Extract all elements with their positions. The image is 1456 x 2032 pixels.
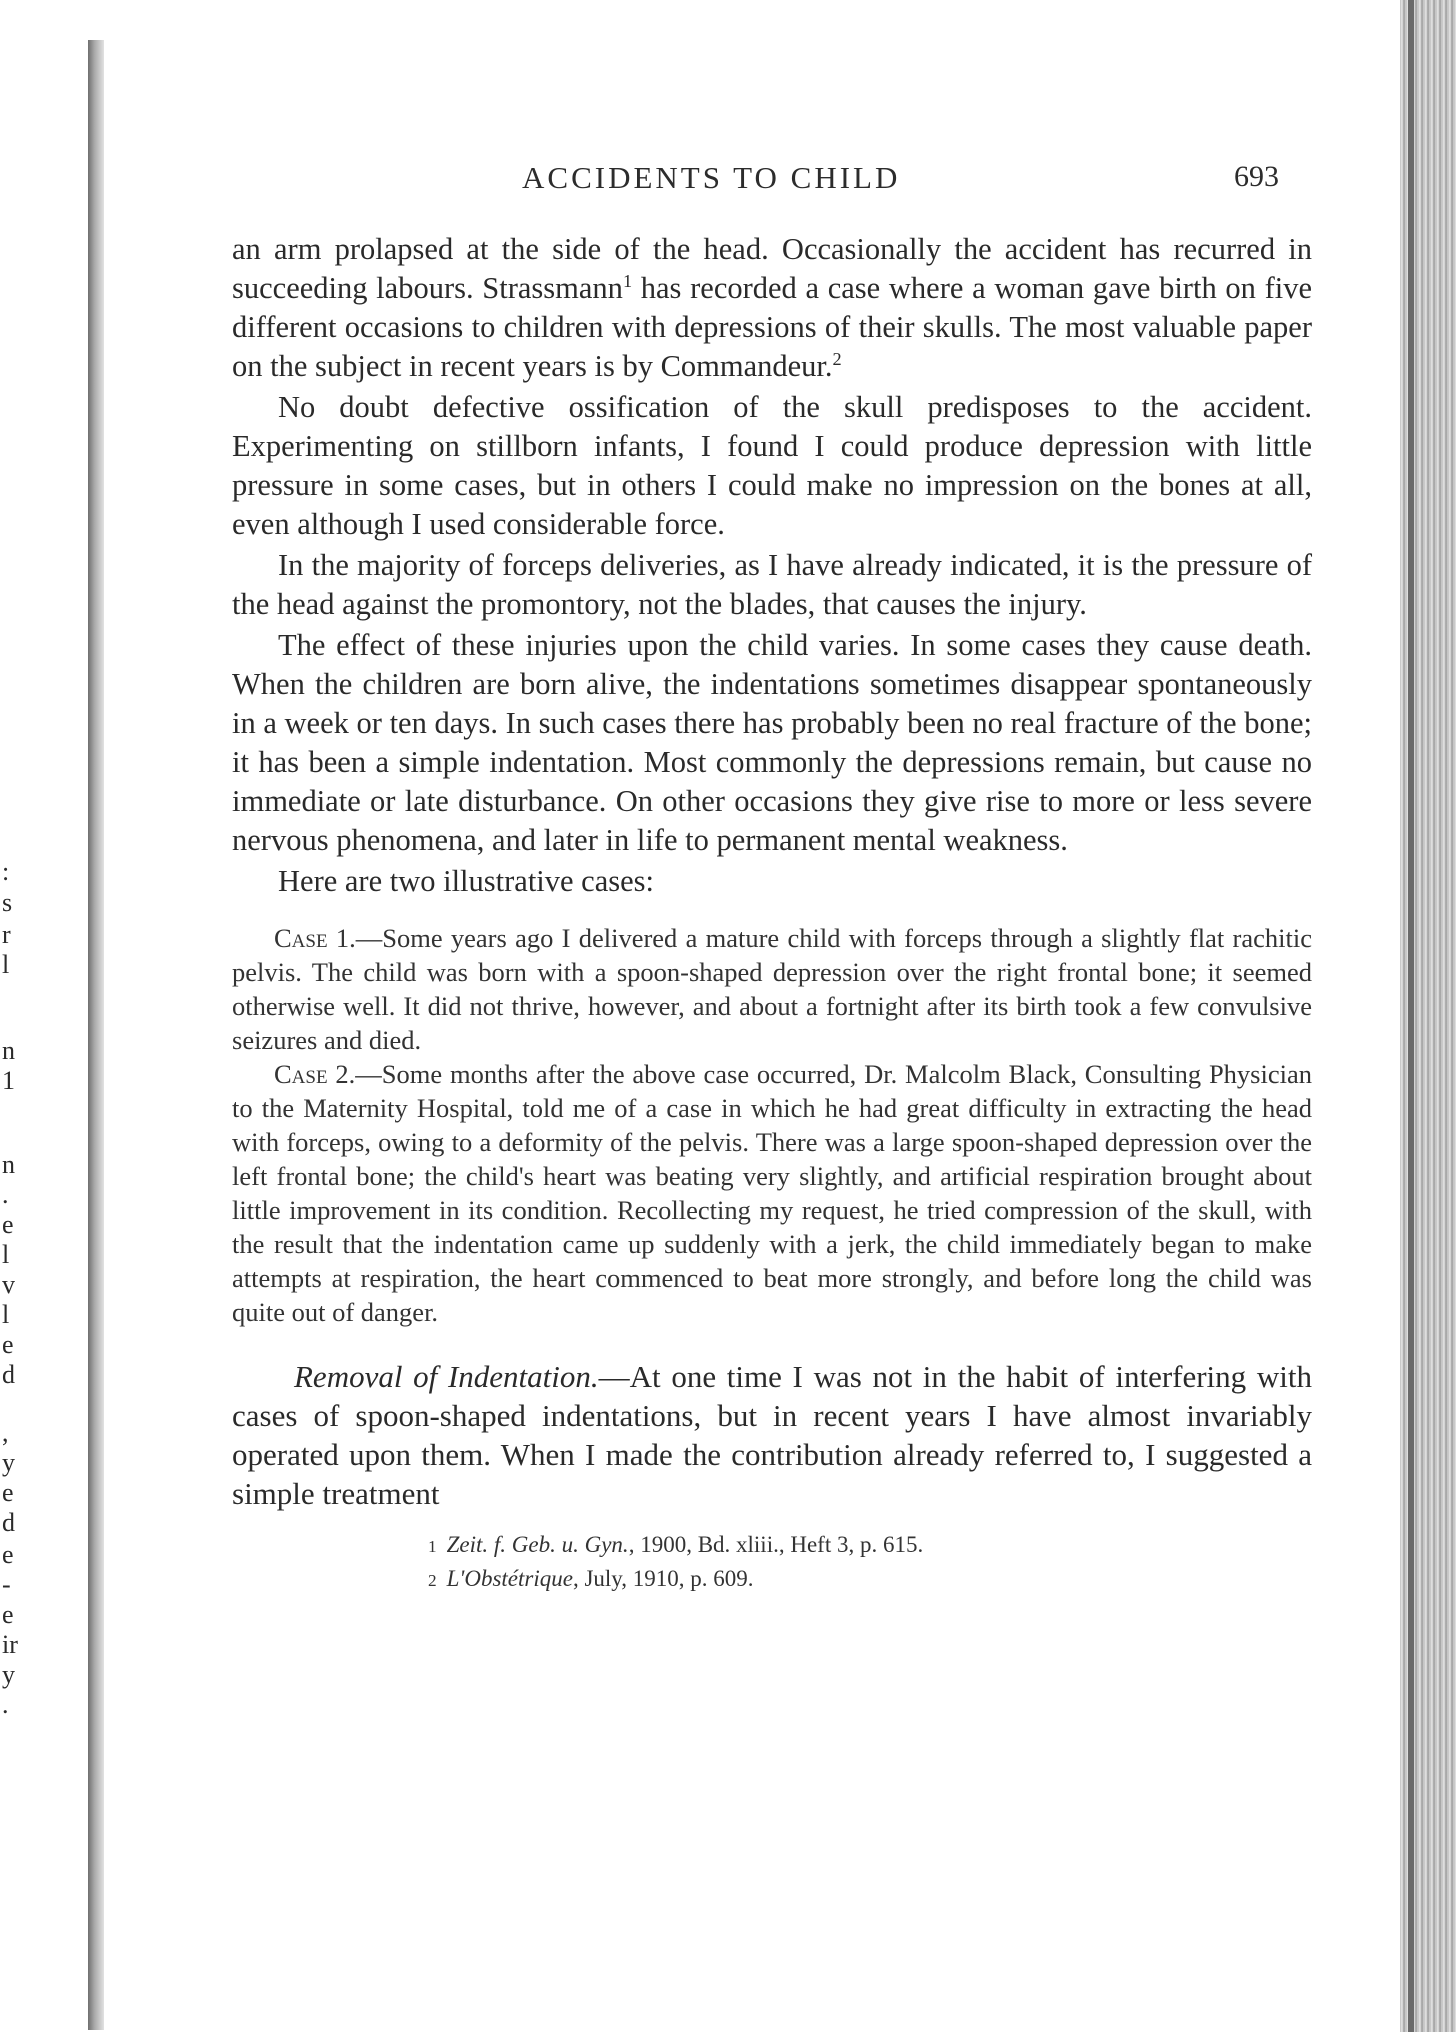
fragment: . [2, 1690, 9, 1719]
running-title: ACCIDENTS TO CHILD [522, 160, 901, 195]
paragraph-3: In the majority of forceps deliveries, as I have already indicated, it is the pressure of the head against the promontory, not the blades, that causes the injury. [232, 548, 1312, 621]
fragment: e [2, 1330, 14, 1359]
book-gutter-shadow [88, 40, 104, 2030]
facing-page-text-fragments [0, 0, 20, 2032]
paragraph-1-text-b: has recorded a case where a woman gave birth on five different occasions to children with depressions of their skulls. The most valuable paper on the subject in recent years is by Commandeur. [232, 271, 1313, 383]
page-header [104, 160, 1404, 200]
facing-page-edge [0, 0, 92, 2032]
fragment: : [2, 857, 10, 886]
case-1-text: —Some years ago I delivered a mature child with forceps through a slightly flat rachitic pelvis. The child was born with a spoon-shaped depression over the right frontal bone; it seemed otherwise well. It did not thrive, however, and about a fortnight after its birth took a few convulsive seizures and died. [232, 923, 1312, 1055]
fragment: s [2, 888, 13, 917]
footnote-ref-2: 2 [832, 348, 842, 369]
book-edge-shadow [1408, 0, 1414, 2032]
paragraph-4: The effect of these injuries upon the child varies. In some cases they cause death. When the children are born alive, the indentations sometimes disappear spontaneously in a week or ten days. In such cases there has probably been no real fracture of the bone; it has been a simple indentation. Most commonly the depressions remain, but cause no immediate or late disturbance. On other occasions they give rise to more or less severe nervous phenomena, and later in life to permanent mental weakness. [232, 628, 1312, 857]
fragment: e [2, 1210, 14, 1239]
fragment: , [2, 1418, 9, 1447]
case-1-label: Case 1. [274, 923, 356, 953]
fragment: - [2, 1570, 11, 1599]
removal-text: —At one time I was not in the habit of interfering with cases of spoon-shaped indentations, but in recent years I have almost invariably operated upon them. When I made the contribution already referred to, I suggested a simple treatment [232, 1359, 1312, 1511]
fragment: e [2, 1600, 14, 1629]
fragment: y [2, 1660, 15, 1689]
page-body [232, 230, 1312, 1597]
footnote-ref-1: 1 [622, 270, 633, 291]
footnote-1 [428, 1529, 1312, 1563]
removal-heading: Removal of Indentation. [294, 1359, 599, 1394]
footnote-2-mark: 2 [428, 1571, 437, 1590]
fragment: n [2, 1036, 15, 1065]
fragment: . [2, 1180, 9, 1209]
fragment: y [2, 1448, 15, 1477]
footnote-1-mark: 1 [428, 1537, 437, 1556]
paragraph-1-text-a: an arm prolapsed at the side of the head. Occasionally the accident has recurred in succeeding labours. Strassmann [232, 232, 1312, 305]
footnote-1-source: Zeit. f. Geb. u. Gyn. [446, 1532, 629, 1557]
fragment: r [2, 920, 11, 949]
footnotes [428, 1529, 1312, 1597]
fragment: l [2, 950, 10, 979]
fragment: v [2, 1270, 15, 1299]
paragraph-5: Here are two illustrative cases: [278, 864, 655, 898]
footnote-2-source: L'Obstétrique [446, 1566, 573, 1591]
fragment: n [2, 1150, 15, 1179]
footnote-2-rest: , July, 1910, p. 609. [572, 1566, 754, 1591]
case-2-text: —Some months after the above case occurred, Dr. Malcolm Black, Consulting Physician to the Maternity Hospital, told me of a case in which he had great difficulty in extracting the head with forceps, owing to a deformity of the pelvis. There was a large spoon-shaped depression over the left frontal bone; the child's heart was beating very slightly, and artificial respiration brought about little improvement in its condition. Recollecting my request, he tried compression of the skull, with the result that the indentation came up suddenly with a jerk, the child immediately began to make attempts at respiration, the heart commenced to beat more strongly, and before long the child was quite out of danger. [232, 1059, 1312, 1327]
fragment: e [2, 1540, 14, 1569]
fragment: d [2, 1360, 15, 1389]
case-block [232, 921, 1312, 1329]
page-number: 693 [1234, 160, 1279, 193]
case-1 [232, 921, 1312, 1057]
fragment: ir [2, 1630, 18, 1659]
footnote-1-rest: , 1900, Bd. xliii., Heft 3, p. 615. [628, 1532, 924, 1557]
paragraph-1 [232, 230, 1312, 386]
case-2 [232, 1057, 1312, 1329]
case-2-label: Case 2. [274, 1059, 356, 1089]
fragment: e [2, 1478, 14, 1507]
footnote-2 [428, 1563, 1312, 1597]
fragment: d [2, 1508, 15, 1537]
book-page [104, 0, 1404, 2032]
removal-paragraph [232, 1357, 1312, 1513]
paragraph-2: No doubt defective ossification of the skull predisposes to the accident. Experimenting on stillborn infants, I found I could produce depression with little pressure in some cases, but in others I could make no impression on the bones at all, even although I used considerable force. [232, 390, 1312, 541]
fragment: 1 [2, 1066, 15, 1095]
fragment: l [2, 1300, 10, 1329]
fragment: l [2, 1240, 10, 1269]
